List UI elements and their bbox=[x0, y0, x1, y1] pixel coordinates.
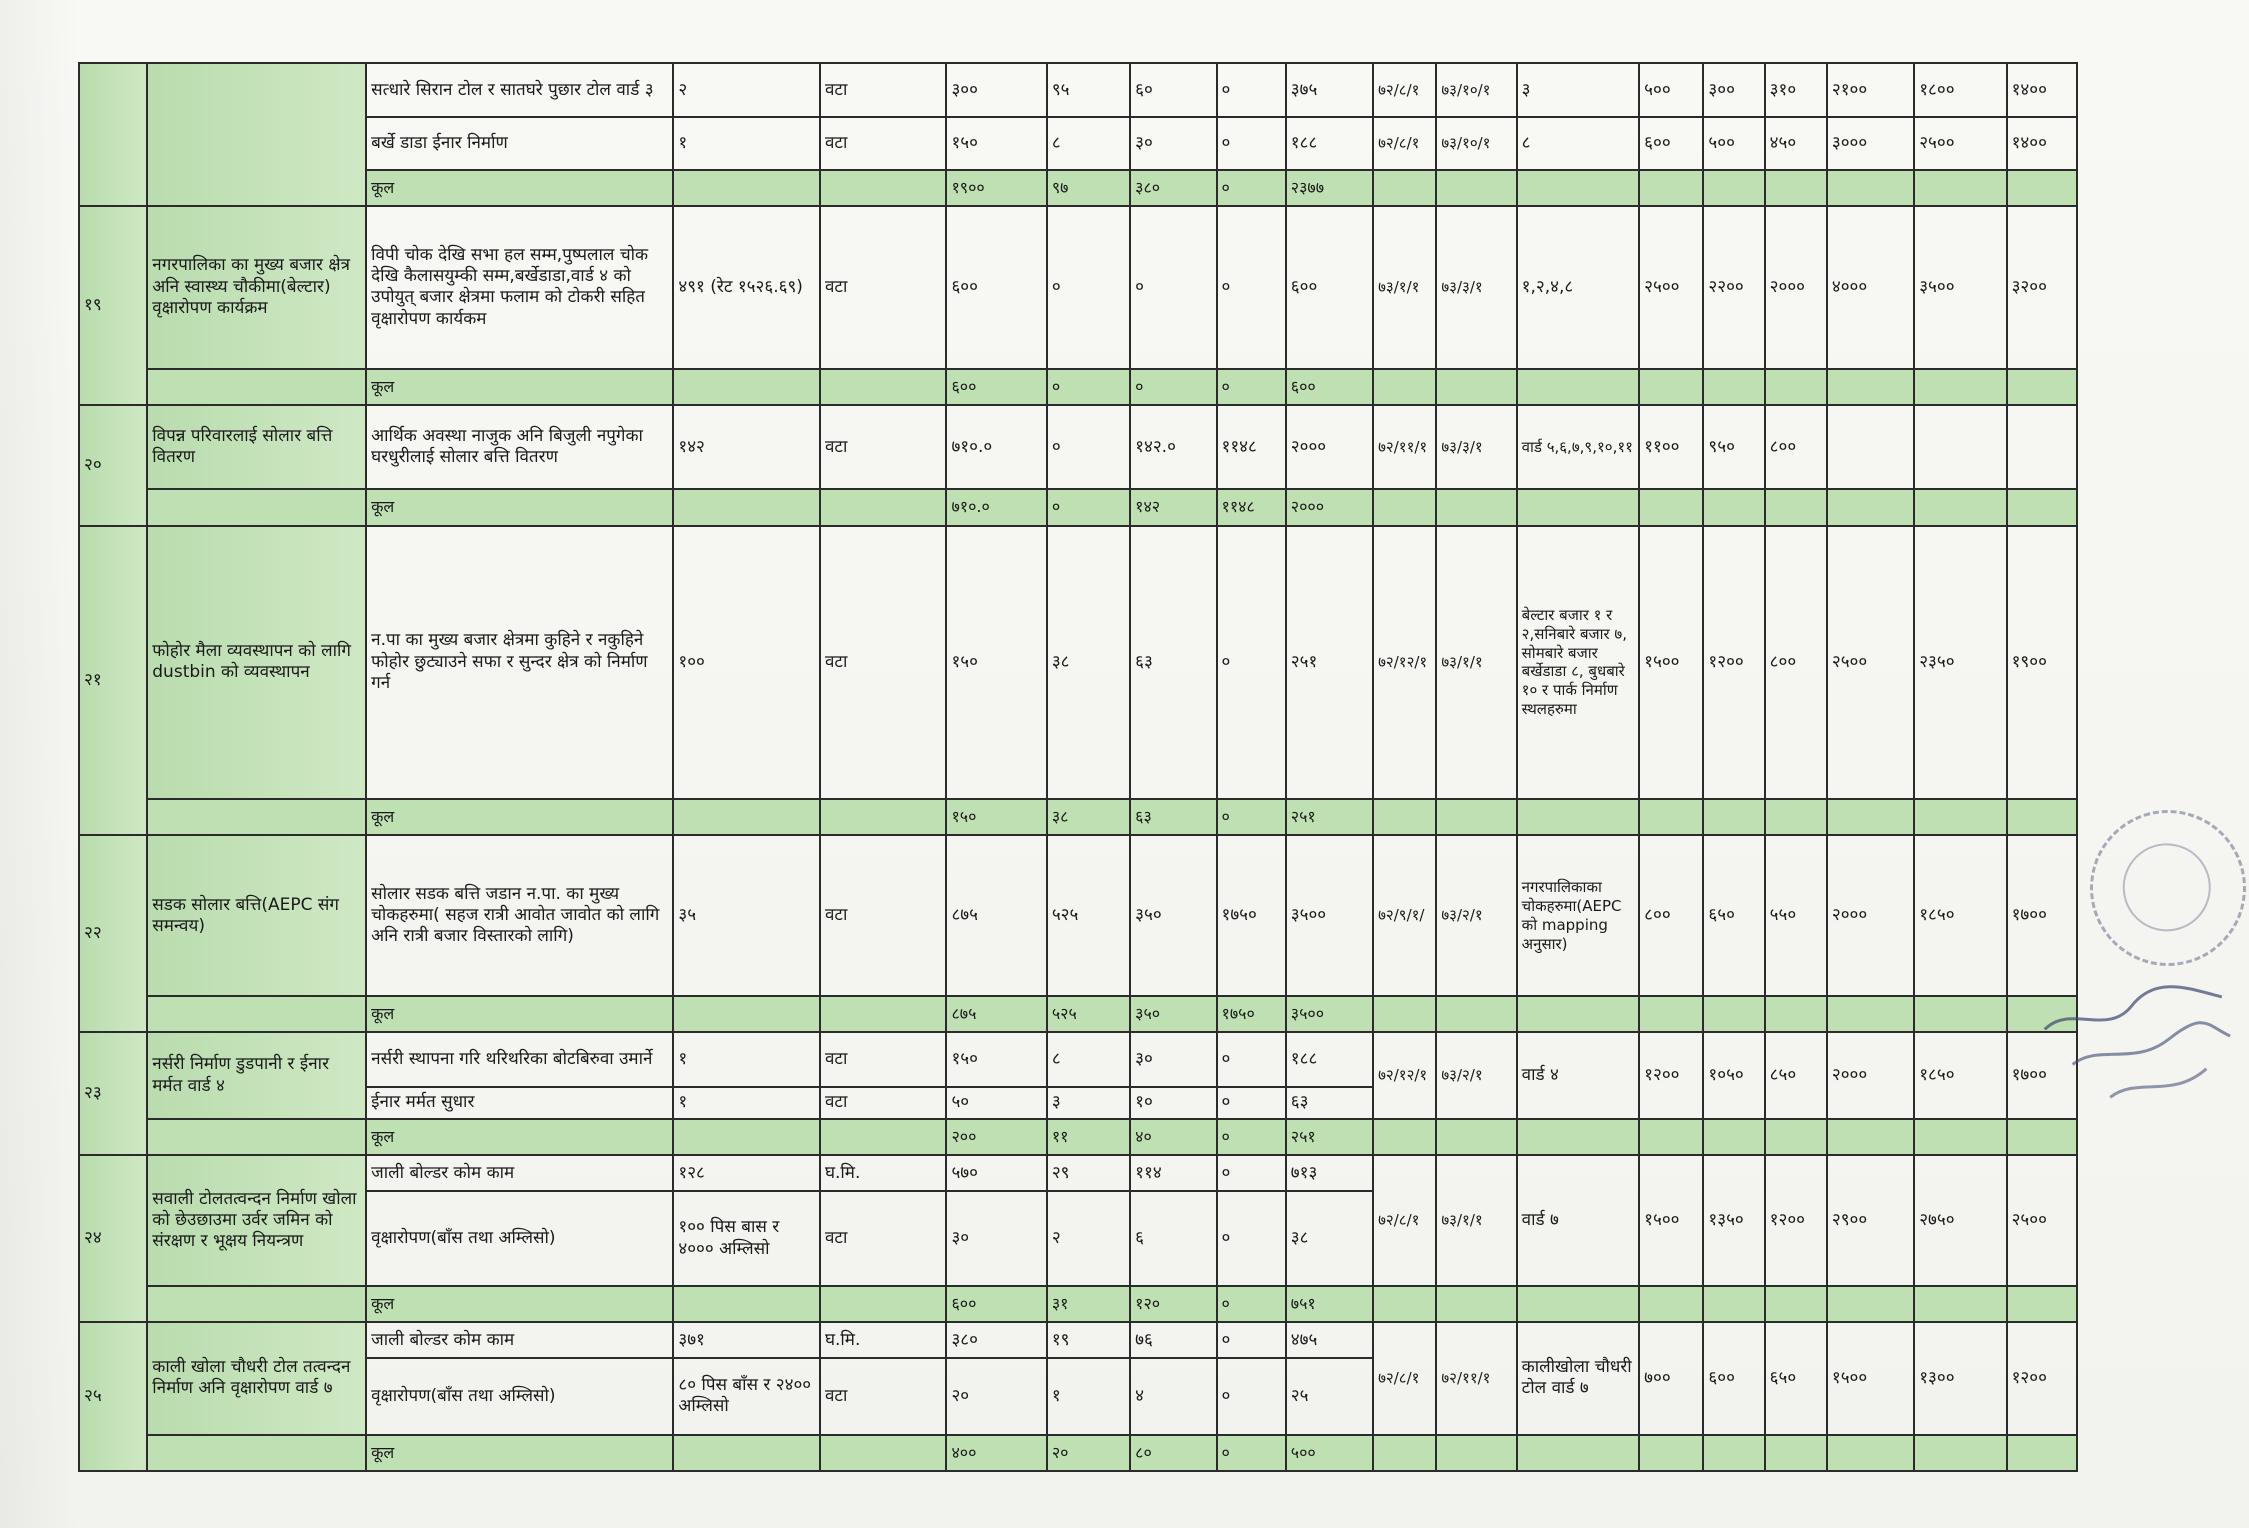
year5-cell: २३५० bbox=[1914, 526, 2006, 800]
total-cost-cell: ७१०.० bbox=[946, 489, 1046, 525]
program-cell: सडक सोलार बत्ति(AEPC संग समन्वय) bbox=[147, 835, 366, 996]
end-date-cell: ७३/३/१ bbox=[1436, 206, 1516, 369]
year3-cell: ८०० bbox=[1765, 405, 1827, 489]
start-date-cell: ७३/१/१ bbox=[1373, 206, 1436, 369]
sum-cell: ६०० bbox=[1286, 206, 1373, 369]
year3-cell: ५५० bbox=[1765, 835, 1827, 996]
end-date-cell: ७३/१०/१ bbox=[1436, 63, 1516, 117]
program-cell: काली खोला चौधरी टोल तत्वन्दन निर्माण अनि वृक्षारोपण वार्ड ७ bbox=[147, 1322, 366, 1435]
total-row bbox=[79, 1119, 2077, 1155]
unit-cell: वटा bbox=[820, 206, 947, 369]
quantity-cell: १४२ bbox=[673, 405, 820, 489]
other-share-cell: ० bbox=[1217, 526, 1286, 800]
year4-cell bbox=[1827, 405, 1914, 489]
year4-cell: ४००० bbox=[1827, 206, 1914, 369]
year2-cell: ६०० bbox=[1703, 1322, 1764, 1435]
other-share-cell: ११४८ bbox=[1217, 405, 1286, 489]
year6-cell: १४०० bbox=[2007, 117, 2077, 169]
program-cell: नगरपालिका का मुख्य बजार क्षेत्र अनि स्वास्थ्य चौकीमा(बेल्टार) वृक्षारोपण कार्यक्रम bbox=[147, 206, 366, 369]
ward-cell: ८ bbox=[1517, 117, 1639, 169]
gov-share-cell: ६३ bbox=[1130, 799, 1216, 835]
year2-cell: १०५० bbox=[1703, 1032, 1764, 1118]
quantity-cell: १०० पिस बास र ४००० अम्लिसो bbox=[673, 1191, 820, 1286]
public-share-cell: ९५ bbox=[1047, 63, 1130, 117]
year3-cell: २००० bbox=[1765, 206, 1827, 369]
other-share-cell: ० bbox=[1217, 799, 1286, 835]
year5-cell: १८०० bbox=[1914, 63, 2006, 117]
sum-cell: ५०० bbox=[1286, 1435, 1373, 1471]
year1-cell: १२०० bbox=[1639, 1032, 1703, 1118]
activity-cell: सत्धारे सिरान टोल र सातघरे पुछार टोल वार्ड ३ bbox=[366, 63, 673, 117]
public-share-cell: ३८ bbox=[1047, 799, 1130, 835]
public-share-cell: ० bbox=[1047, 206, 1130, 369]
activity-cell: जाली बोल्डर कोम काम bbox=[366, 1322, 673, 1358]
total-cost-cell: १५० bbox=[946, 1032, 1046, 1086]
unit-cell: वटा bbox=[820, 1191, 947, 1286]
total-cost-cell: २०० bbox=[946, 1119, 1046, 1155]
total-cost-cell: ३८० bbox=[946, 1322, 1046, 1358]
total-label: कूल bbox=[366, 489, 673, 525]
year1-cell: १५०० bbox=[1639, 1155, 1703, 1286]
public-share-cell: २ bbox=[1047, 1191, 1130, 1286]
year4-cell: ३००० bbox=[1827, 117, 1914, 169]
public-share-cell: ३८ bbox=[1047, 526, 1130, 800]
public-share-cell: ८ bbox=[1047, 117, 1130, 169]
gov-share-cell: १४२ bbox=[1130, 489, 1216, 525]
table-row bbox=[79, 63, 2077, 117]
unit-cell: वटा bbox=[820, 63, 947, 117]
activity-cell: ईनार मर्मत सुधार bbox=[366, 1087, 673, 1119]
year5-cell: २७५० bbox=[1914, 1155, 2006, 1286]
public-share-cell: ८ bbox=[1047, 1032, 1130, 1086]
quantity-cell: १ bbox=[673, 117, 820, 169]
end-date-cell: ७३/२/१ bbox=[1436, 1032, 1516, 1118]
table-row bbox=[79, 526, 2077, 800]
public-share-cell: ११ bbox=[1047, 1119, 1130, 1155]
sum-cell: १८८ bbox=[1286, 117, 1373, 169]
unit-cell: वटा bbox=[820, 117, 947, 169]
year1-cell: ११०० bbox=[1639, 405, 1703, 489]
year2-cell: ९५० bbox=[1703, 405, 1764, 489]
year4-cell: २१०० bbox=[1827, 63, 1914, 117]
total-cost-cell: ६०० bbox=[946, 369, 1046, 405]
start-date-cell: ७२/११/१ bbox=[1373, 405, 1436, 489]
sum-cell: ७१३ bbox=[1286, 1155, 1373, 1191]
program-cell: फोहोर मैला व्यवस्थापन को लागि dustbin को व्यवस्थापन bbox=[147, 526, 366, 800]
activity-cell: वृक्षारोपण(बाँस तथा अम्लिसो) bbox=[366, 1191, 673, 1286]
activity-cell: आर्थिक अवस्था नाजुक अनि बिजुली नपुगेका घरधुरीलाई सोलार बत्ति वितरण bbox=[366, 405, 673, 489]
serial-cell bbox=[79, 63, 147, 206]
unit-cell: वटा bbox=[820, 526, 947, 800]
ward-cell: वार्ड ७ bbox=[1517, 1155, 1639, 1286]
end-date-cell: ७३/२/१ bbox=[1436, 835, 1516, 996]
end-date-cell: ७२/११/१ bbox=[1436, 1322, 1516, 1435]
year4-cell: १५०० bbox=[1827, 1322, 1914, 1435]
ward-cell: १,२,४,८ bbox=[1517, 206, 1639, 369]
year6-cell: २५०० bbox=[2007, 1155, 2077, 1286]
total-cost-cell: ३०० bbox=[946, 63, 1046, 117]
sum-cell: ४७५ bbox=[1286, 1322, 1373, 1358]
program-cell: विपन्न परिवारलाई सोलार बत्ति वितरण bbox=[147, 405, 366, 489]
total-label: कूल bbox=[366, 1286, 673, 1322]
total-label: कूल bbox=[366, 996, 673, 1032]
year1-cell: २५०० bbox=[1639, 206, 1703, 369]
sum-cell: २५१ bbox=[1286, 1119, 1373, 1155]
page-edge-shadow bbox=[0, 0, 80, 1528]
total-row bbox=[79, 489, 2077, 525]
total-row bbox=[79, 996, 2077, 1032]
other-share-cell: ० bbox=[1217, 1358, 1286, 1434]
activity-cell: वृक्षारोपण(बाँस तथा अम्लिसो) bbox=[366, 1358, 673, 1434]
end-date-cell: ७३/१/१ bbox=[1436, 526, 1516, 800]
other-share-cell: ० bbox=[1217, 1286, 1286, 1322]
serial-cell: २५ bbox=[79, 1322, 147, 1471]
budget-table bbox=[78, 62, 2078, 1472]
public-share-cell: ० bbox=[1047, 405, 1130, 489]
other-share-cell: ० bbox=[1217, 117, 1286, 169]
gov-share-cell: ० bbox=[1130, 206, 1216, 369]
quantity-cell: ३५ bbox=[673, 835, 820, 996]
end-date-cell: ७३/१०/१ bbox=[1436, 117, 1516, 169]
ward-cell: नगरपालिकाका चोकहरुमा(AEPC को mapping अनुसार) bbox=[1517, 835, 1639, 996]
total-cost-cell: १९०० bbox=[946, 170, 1046, 206]
start-date-cell: ७२/१२/१ bbox=[1373, 1032, 1436, 1118]
year4-cell: २९०० bbox=[1827, 1155, 1914, 1286]
unit-cell: वटा bbox=[820, 405, 947, 489]
activity-cell: विपी चोक देखि सभा हल सम्म,पुष्पलाल चोक देखि कैलासयुम्की सम्म,बर्खेडाडा,वार्ड ४ को उपोयुत् बजार क्षेत्रमा फलाम को टोकरी सहित वृक्षारोपण कार्यकम bbox=[366, 206, 673, 369]
start-date-cell: ७२/१२/१ bbox=[1373, 526, 1436, 800]
total-cost-cell: ५० bbox=[946, 1087, 1046, 1119]
sum-cell: ६०० bbox=[1286, 369, 1373, 405]
year5-cell bbox=[1914, 405, 2006, 489]
serial-cell: २० bbox=[79, 405, 147, 526]
table-row bbox=[79, 1032, 2077, 1086]
year5-cell: १३०० bbox=[1914, 1322, 2006, 1435]
total-cost-cell: ६०० bbox=[946, 1286, 1046, 1322]
total-cost-cell: ८७५ bbox=[946, 996, 1046, 1032]
year6-cell: १७०० bbox=[2007, 835, 2077, 996]
other-share-cell: ० bbox=[1217, 369, 1286, 405]
total-row bbox=[79, 1286, 2077, 1322]
ward-cell: ३ bbox=[1517, 63, 1639, 117]
public-share-cell: २९ bbox=[1047, 1155, 1130, 1191]
year3-cell: ८०० bbox=[1765, 526, 1827, 800]
serial-cell: २४ bbox=[79, 1155, 147, 1322]
year6-cell: ३२०० bbox=[2007, 206, 2077, 369]
quantity-cell: ८० पिस बाँस र २४०० अम्लिसो bbox=[673, 1358, 820, 1434]
total-label: कूल bbox=[366, 369, 673, 405]
other-share-cell: ० bbox=[1217, 1191, 1286, 1286]
year6-cell: १९०० bbox=[2007, 526, 2077, 800]
total-label: कूल bbox=[366, 1119, 673, 1155]
other-share-cell: ० bbox=[1217, 1087, 1286, 1119]
other-share-cell: ० bbox=[1217, 1155, 1286, 1191]
unit-cell: घ.मि. bbox=[820, 1155, 947, 1191]
sum-cell: २५१ bbox=[1286, 799, 1373, 835]
total-cost-cell: ३० bbox=[946, 1191, 1046, 1286]
year1-cell: ५०० bbox=[1639, 63, 1703, 117]
year3-cell: ६५० bbox=[1765, 1322, 1827, 1435]
serial-cell: २३ bbox=[79, 1032, 147, 1155]
gov-share-cell: ८० bbox=[1130, 1435, 1216, 1471]
table-row bbox=[79, 835, 2077, 996]
quantity-cell: १ bbox=[673, 1087, 820, 1119]
ward-cell: वार्ड ५,६,७,९,१०,११ bbox=[1517, 405, 1639, 489]
gov-share-cell: ० bbox=[1130, 369, 1216, 405]
total-row bbox=[79, 170, 2077, 206]
end-date-cell: ७३/३/१ bbox=[1436, 405, 1516, 489]
gov-share-cell: ६३ bbox=[1130, 526, 1216, 800]
sum-cell: २५ bbox=[1286, 1358, 1373, 1434]
year1-cell: ७०० bbox=[1639, 1322, 1703, 1435]
sum-cell: २००० bbox=[1286, 405, 1373, 489]
table-row bbox=[79, 117, 2077, 169]
gov-share-cell: ४० bbox=[1130, 1119, 1216, 1155]
other-share-cell: ० bbox=[1217, 63, 1286, 117]
gov-share-cell: ३० bbox=[1130, 1032, 1216, 1086]
public-share-cell: ३ bbox=[1047, 1087, 1130, 1119]
year6-cell: १७०० bbox=[2007, 1032, 2077, 1118]
unit-cell: वटा bbox=[820, 1032, 947, 1086]
sum-cell: ३८ bbox=[1286, 1191, 1373, 1286]
year6-cell: १४०० bbox=[2007, 63, 2077, 117]
table-row bbox=[79, 206, 2077, 369]
program-cell bbox=[147, 63, 366, 206]
activity-cell: नर्सरी स्थापना गरि थरिथरिका बोटबिरुवा उमार्ने bbox=[366, 1032, 673, 1086]
year4-cell: २५०० bbox=[1827, 526, 1914, 800]
sum-cell: ३५०० bbox=[1286, 835, 1373, 996]
total-cost-cell: १५० bbox=[946, 799, 1046, 835]
total-cost-cell: ६०० bbox=[946, 206, 1046, 369]
gov-share-cell: ४ bbox=[1130, 1358, 1216, 1434]
unit-cell: वटा bbox=[820, 1358, 947, 1434]
gov-share-cell: ३० bbox=[1130, 117, 1216, 169]
year3-cell: ८५० bbox=[1765, 1032, 1827, 1118]
year2-cell: ६५० bbox=[1703, 835, 1764, 996]
total-cost-cell: १५० bbox=[946, 526, 1046, 800]
total-cost-cell: ७१०.० bbox=[946, 405, 1046, 489]
public-share-cell: ० bbox=[1047, 489, 1130, 525]
public-share-cell: ० bbox=[1047, 369, 1130, 405]
public-share-cell: १९ bbox=[1047, 1322, 1130, 1358]
gov-share-cell: ७६ bbox=[1130, 1322, 1216, 1358]
year3-cell: १२०० bbox=[1765, 1155, 1827, 1286]
unit-cell: वटा bbox=[820, 835, 947, 996]
gov-share-cell: ३५० bbox=[1130, 996, 1216, 1032]
other-share-cell: १७५० bbox=[1217, 835, 1286, 996]
serial-cell: १९ bbox=[79, 206, 147, 405]
start-date-cell: ७२/८/१ bbox=[1373, 63, 1436, 117]
activity-cell: न.पा का मुख्य बजार क्षेत्रमा कुहिने र नकुहिने फोहोर छुट्याउने सफा र सुन्दर क्षेत्र को निर्माण गर्न bbox=[366, 526, 673, 800]
year5-cell: ३५०० bbox=[1914, 206, 2006, 369]
other-share-cell: ० bbox=[1217, 206, 1286, 369]
sum-cell: ६३ bbox=[1286, 1087, 1373, 1119]
total-cost-cell: ४०० bbox=[946, 1435, 1046, 1471]
year3-cell: ३१० bbox=[1765, 63, 1827, 117]
end-date-cell: ७३/१/१ bbox=[1436, 1155, 1516, 1286]
year5-cell: २५०० bbox=[1914, 117, 2006, 169]
other-share-cell: ११४८ bbox=[1217, 489, 1286, 525]
total-cost-cell: ८७५ bbox=[946, 835, 1046, 996]
ward-cell: बेल्टार बजार १ र २,सनिबारे बजार ७, सोमबारे बजार बर्खेडाडा ८, बुधबारे १० र पार्क निर्माण स्थलहरुमा bbox=[1517, 526, 1639, 800]
sum-cell: १८८ bbox=[1286, 1032, 1373, 1086]
gov-share-cell: १२० bbox=[1130, 1286, 1216, 1322]
ward-cell: वार्ड ४ bbox=[1517, 1032, 1639, 1118]
year5-cell: १८५० bbox=[1914, 1032, 2006, 1118]
unit-cell: वटा bbox=[820, 1087, 947, 1119]
gov-share-cell: १० bbox=[1130, 1087, 1216, 1119]
total-row bbox=[79, 799, 2077, 835]
start-date-cell: ७२/९/१/ bbox=[1373, 835, 1436, 996]
quantity-cell: ३७१ bbox=[673, 1322, 820, 1358]
ward-cell: कालीखोला चौधरी टोल वार्ड ७ bbox=[1517, 1322, 1639, 1435]
year2-cell: २२०० bbox=[1703, 206, 1764, 369]
total-row bbox=[79, 369, 2077, 405]
total-cost-cell: ५७० bbox=[946, 1155, 1046, 1191]
year4-cell: २००० bbox=[1827, 1032, 1914, 1118]
year1-cell: ६०० bbox=[1639, 117, 1703, 169]
total-label: कूल bbox=[366, 1435, 673, 1471]
gov-share-cell: ६ bbox=[1130, 1191, 1216, 1286]
other-share-cell: ० bbox=[1217, 170, 1286, 206]
quantity-cell: २ bbox=[673, 63, 820, 117]
start-date-cell: ७२/८/१ bbox=[1373, 117, 1436, 169]
total-label: कूल bbox=[366, 799, 673, 835]
total-cost-cell: १५० bbox=[946, 117, 1046, 169]
year2-cell: ५०० bbox=[1703, 117, 1764, 169]
table-row bbox=[79, 405, 2077, 489]
activity-cell: जाली बोल्डर कोम काम bbox=[366, 1155, 673, 1191]
sum-cell: २५१ bbox=[1286, 526, 1373, 800]
total-cost-cell: २० bbox=[946, 1358, 1046, 1434]
year2-cell: १३५० bbox=[1703, 1155, 1764, 1286]
year3-cell: ४५० bbox=[1765, 117, 1827, 169]
quantity-cell: १ bbox=[673, 1032, 820, 1086]
unit-cell: घ.मि. bbox=[820, 1322, 947, 1358]
gov-share-cell: ६० bbox=[1130, 63, 1216, 117]
activity-cell: बर्खे डाडा ईनार निर्माण bbox=[366, 117, 673, 169]
public-share-cell: ५२५ bbox=[1047, 835, 1130, 996]
other-share-cell: १७५० bbox=[1217, 996, 1286, 1032]
year2-cell: ३०० bbox=[1703, 63, 1764, 117]
public-share-cell: ५२५ bbox=[1047, 996, 1130, 1032]
program-cell: सवाली टोलतत्वन्दन निर्माण खोला को छेउछाउमा उर्वर जमिन को संरक्षण र भूक्षय नियन्त्रण bbox=[147, 1155, 366, 1286]
table-row bbox=[79, 1155, 2077, 1191]
gov-share-cell: १४२.० bbox=[1130, 405, 1216, 489]
public-share-cell: ३१ bbox=[1047, 1286, 1130, 1322]
quantity-cell: ४९१ (रेट १५२६.६९) bbox=[673, 206, 820, 369]
sum-cell: ३७५ bbox=[1286, 63, 1373, 117]
quantity-cell: १०० bbox=[673, 526, 820, 800]
public-share-cell: २० bbox=[1047, 1435, 1130, 1471]
year1-cell: ८०० bbox=[1639, 835, 1703, 996]
sum-cell: २३७७ bbox=[1286, 170, 1373, 206]
total-row bbox=[79, 1435, 2077, 1471]
year6-cell bbox=[2007, 405, 2077, 489]
sum-cell: ३५०० bbox=[1286, 996, 1373, 1032]
other-share-cell: ० bbox=[1217, 1435, 1286, 1471]
sum-cell: २००० bbox=[1286, 489, 1373, 525]
other-share-cell: ० bbox=[1217, 1322, 1286, 1358]
other-share-cell: ० bbox=[1217, 1119, 1286, 1155]
year2-cell: १२०० bbox=[1703, 526, 1764, 800]
table-row bbox=[79, 1322, 2077, 1358]
start-date-cell: ७२/८/१ bbox=[1373, 1322, 1436, 1435]
activity-cell: सोलार सडक बत्ति जडान न.पा. का मुख्य चोकहरुमा( सहज रात्री आवोत जावोत को लागि अनि रात्री बजार विस्तारको लागि) bbox=[366, 835, 673, 996]
year1-cell: १५०० bbox=[1639, 526, 1703, 800]
program-cell: नर्सरी निर्माण डुडपानी र ईनार मर्मत वार्ड ४ bbox=[147, 1032, 366, 1118]
public-share-cell: १ bbox=[1047, 1358, 1130, 1434]
public-share-cell: ९७ bbox=[1047, 170, 1130, 206]
serial-cell: २२ bbox=[79, 835, 147, 1032]
gov-share-cell: ३५० bbox=[1130, 835, 1216, 996]
year4-cell: २००० bbox=[1827, 835, 1914, 996]
start-date-cell: ७२/८/१ bbox=[1373, 1155, 1436, 1286]
total-label: कूल bbox=[366, 170, 673, 206]
seal-inner-ring bbox=[2111, 832, 2222, 943]
sum-cell: ७५१ bbox=[1286, 1286, 1373, 1322]
serial-cell: २१ bbox=[79, 526, 147, 836]
year5-cell: १८५० bbox=[1914, 835, 2006, 996]
other-share-cell: ० bbox=[1217, 1032, 1286, 1086]
quantity-cell: १२८ bbox=[673, 1155, 820, 1191]
gov-share-cell: ११४ bbox=[1130, 1155, 1216, 1191]
gov-share-cell: ३८० bbox=[1130, 170, 1216, 206]
year6-cell: १२०० bbox=[2007, 1322, 2077, 1435]
